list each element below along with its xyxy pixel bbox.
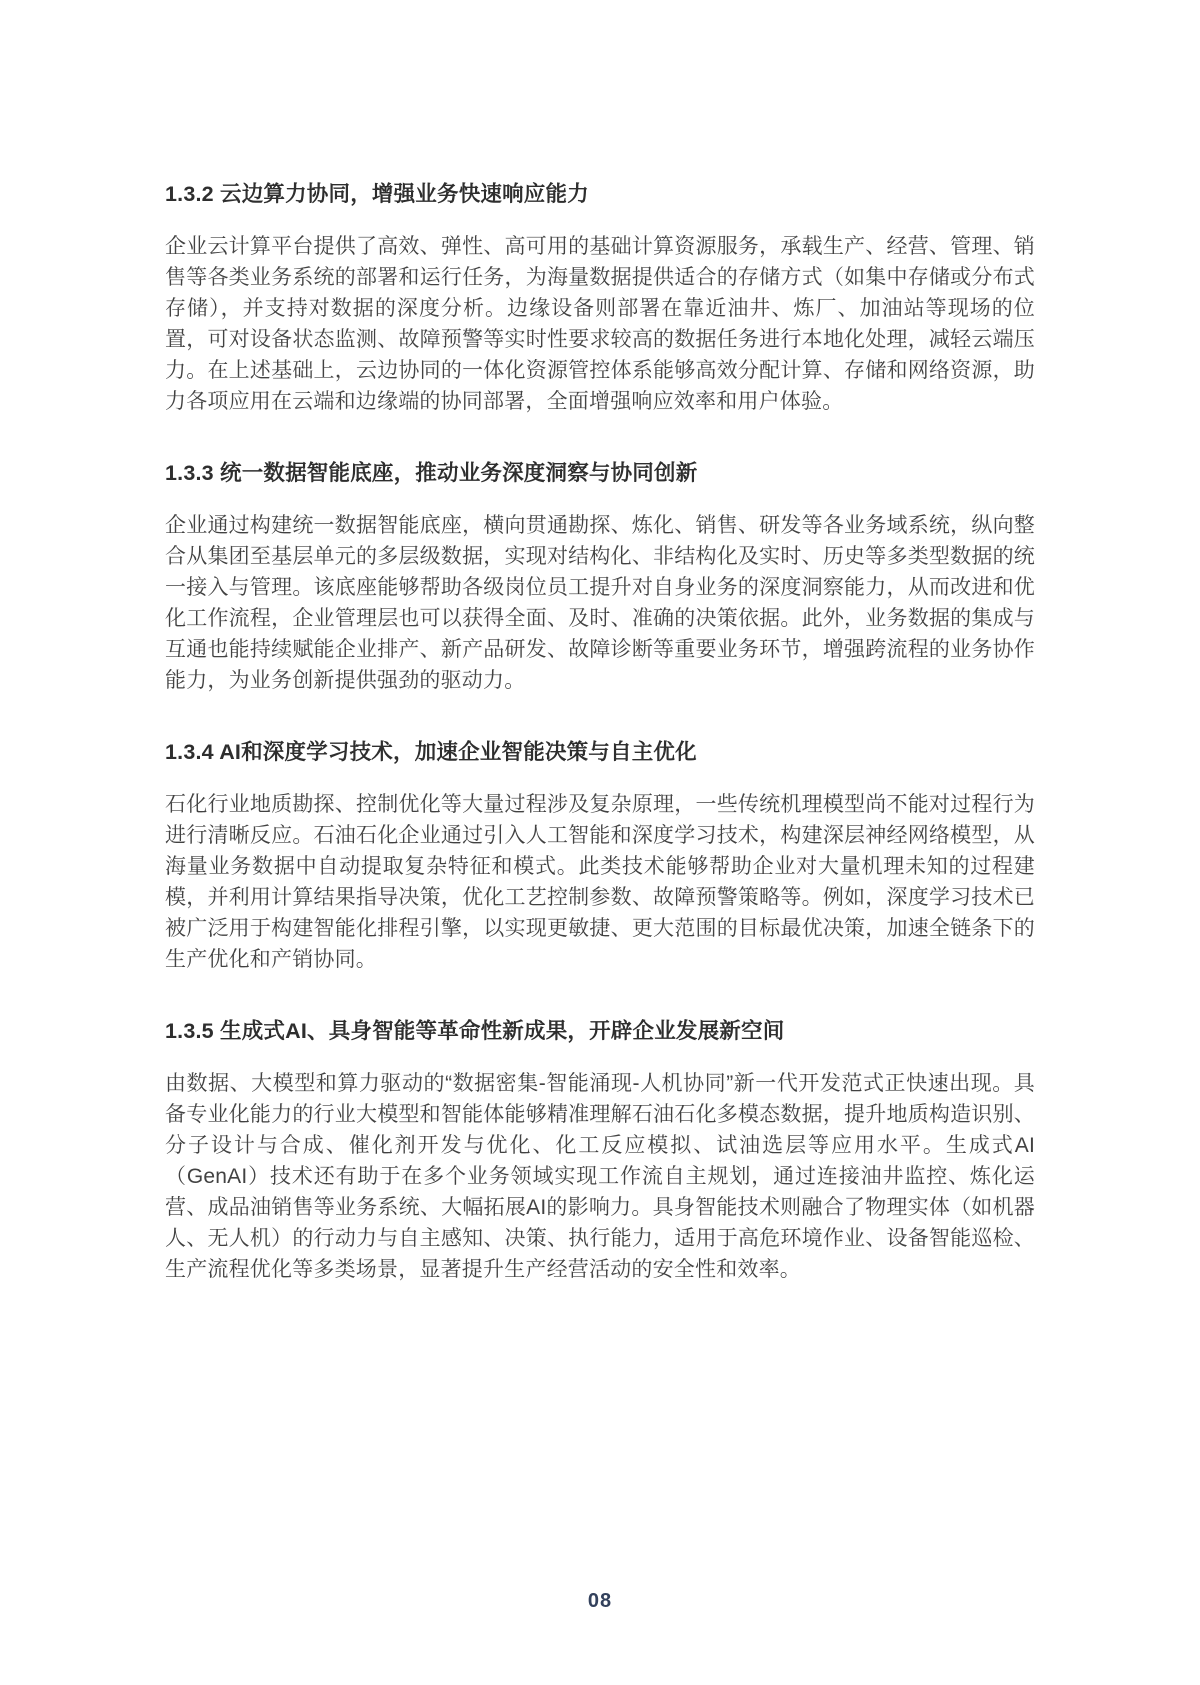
section-heading-1-3-2: 1.3.2 云边算力协同，增强业务快速响应能力 — [165, 182, 589, 206]
section-1-3-2 — [165, 180, 1035, 417]
section-1-3-5 — [165, 1017, 1035, 1285]
section-paragraph-1-3-4: 石化行业地质勘探、控制优化等大量过程涉及复杂原理，一些传统机理模型尚不能对过程行为进行清晰反应。石油石化企业通过引入人工智能和深度学习技术，构建深层神经网络模型，从海量业务数据中自动提取复杂特征和模式。此类技术能够帮助企业对大量机理未知的过程建模，并利用计算结果指导决策，优化工艺控制参数、故障预警策略等。例如，深度学习技术已被广泛用于构建智能化排程引擎，以实现更敏捷、更大范围的目标最优决策，加速全链条下的生产优化和产销协同。 — [165, 793, 1035, 971]
section-heading-1-3-5: 1.3.5 生成式AI、具身智能等革命性新成果，开辟企业发展新空间 — [165, 1019, 785, 1043]
section-heading-1-3-4: 1.3.4 AI和深度学习技术，加速企业智能决策与自主优化 — [165, 740, 697, 764]
page-number: 08 — [587, 1590, 613, 1612]
page-content — [165, 0, 1035, 1285]
section-paragraph-1-3-5: 由数据、大模型和算力驱动的“数据密集-智能涌现-人机协同”新一代开发范式正快速出现。具备专业化能力的行业大模型和智能体能够精准理解石油石化多模态数据，提升地质构造识别、分子设计与合成、催化剂开发与优化、化工反应模拟、试油选层等应用水平。生成式AI（GenAI）技术还有助于在多个业务领域实现工作流自主规划，通过连接油井监控、炼化运营、成品油销售等业务系统、大幅拓展AI的影响力。具身智能技术则融合了物理实体（如机器人、无人机）的行动力与自主感知、决策、执行能力，适用于高危环境作业、设备智能巡检、生产流程优化等多类场景，显著提升生产经营活动的安全性和效率。 — [165, 1072, 1035, 1281]
section-paragraph-1-3-2: 企业云计算平台提供了高效、弹性、高可用的基础计算资源服务，承载生产、经营、管理、销售等各类业务系统的部署和运行任务，为海量数据提供适合的存储方式（如集中存储或分布式存储），并支持对数据的深度分析。边缘设备则部署在靠近油井、炼厂、加油站等现场的位置，可对设备状态监测、故障预警等实时性要求较高的数据任务进行本地化处理，减轻云端压力。在上述基础上，云边协同的一体化资源管控体系能够高效分配计算、存储和网络资源，助力各项应用在云端和边缘端的协同部署，全面增强响应效率和用户体验。 — [165, 235, 1035, 413]
section-heading-1-3-3: 1.3.3 统一数据智能底座，推动业务深度洞察与协同创新 — [165, 461, 698, 485]
section-1-3-4 — [165, 738, 1035, 975]
section-paragraph-1-3-3: 企业通过构建统一数据智能底座，横向贯通勘探、炼化、销售、研发等各业务域系统，纵向整合从集团至基层单元的多层级数据，实现对结构化、非结构化及实时、历史等多类型数据的统一接入与管理。该底座能够帮助各级岗位员工提升对自身业务的深度洞察能力，从而改进和优化工作流程，企业管理层也可以获得全面、及时、准确的决策依据。此外，业务数据的集成与互通也能持续赋能企业排产、新产品研发、故障诊断等重要业务环节，增强跨流程的业务协作能力，为业务创新提供强劲的驱动力。 — [165, 514, 1035, 692]
section-1-3-3 — [165, 459, 1035, 696]
